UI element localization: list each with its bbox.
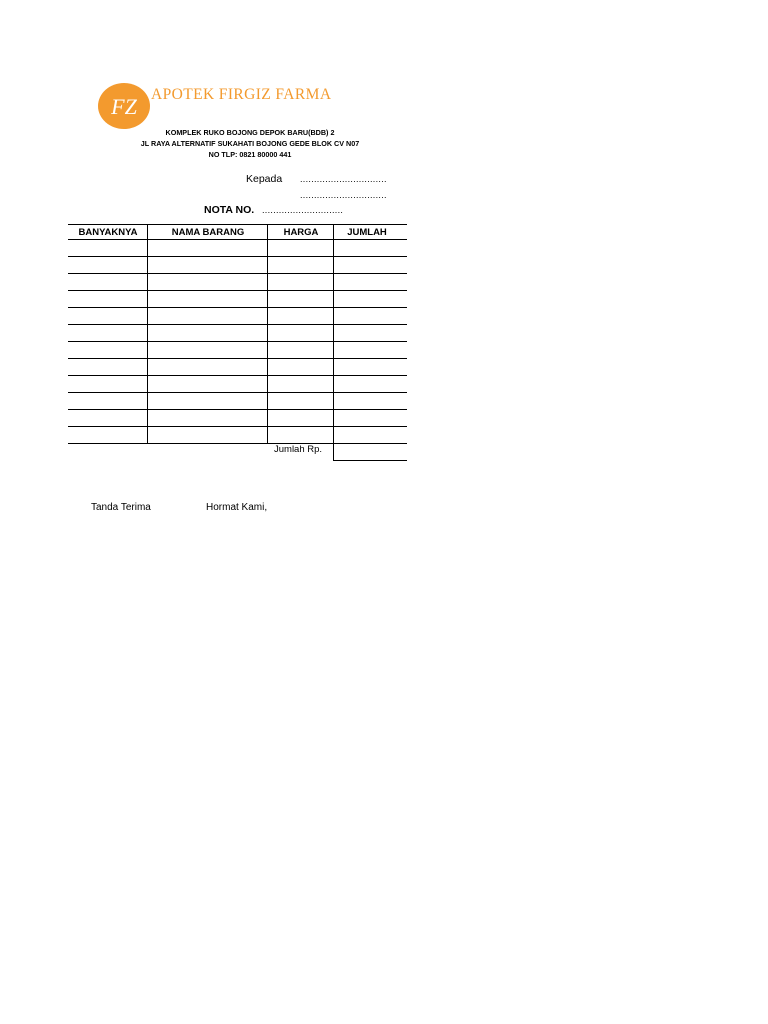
- total-value-field[interactable]: [334, 460, 407, 461]
- logo: [98, 83, 150, 129]
- recipient-line-2[interactable]: ...............................: [300, 190, 387, 200]
- table-row[interactable]: [68, 392, 407, 393]
- table-row[interactable]: [68, 358, 407, 359]
- column-header-item-name: NAMA BARANG: [171, 227, 245, 238]
- address-line-1: KOMPLEK RUKO BOJONG DEPOK BARU(BDB) 2: [165, 128, 335, 137]
- table-row[interactable]: [68, 273, 407, 274]
- signature-sender: Hormat Kami,: [206, 502, 268, 513]
- table-row[interactable]: [68, 375, 407, 376]
- logo-monogram: [98, 83, 150, 129]
- nota-label: NOTA NO.: [204, 204, 255, 216]
- column-header-amount: JUMLAH: [347, 227, 387, 238]
- table-row[interactable]: [68, 443, 407, 444]
- column-header-price: HARGA: [283, 227, 319, 238]
- signature-receiver: Tanda Terima: [91, 502, 151, 513]
- table-row[interactable]: [68, 290, 407, 291]
- table-row[interactable]: [68, 324, 407, 325]
- column-header-quantity: BANYAKNYA: [78, 227, 138, 238]
- total-label: Jumlah Rp.: [274, 444, 323, 455]
- table-row[interactable]: [68, 341, 407, 342]
- table-header-border: [68, 239, 407, 240]
- address-line-2: JL RAYA ALTERNATIF SUKAHATI BOJONG GEDE BLOK CV N07: [140, 139, 360, 148]
- column-divider-2: [267, 224, 268, 443]
- store-name: APOTEK FIRGIZ FARMA: [151, 86, 332, 103]
- phone-line: NO TLP: 0821 80000 441: [208, 150, 292, 159]
- table-row[interactable]: [68, 307, 407, 308]
- table-top-border: [68, 224, 407, 225]
- logo-monogram-text: FZ: [111, 94, 137, 119]
- column-divider-3: [333, 224, 334, 461]
- recipient-label: Kepada: [246, 173, 283, 185]
- table-row[interactable]: [68, 256, 407, 257]
- recipient-line-1[interactable]: ...............................: [300, 174, 387, 184]
- column-divider-1: [147, 224, 148, 443]
- nota-number-field[interactable]: .............................: [262, 205, 344, 215]
- table-row[interactable]: [68, 426, 407, 427]
- table-row[interactable]: [68, 409, 407, 410]
